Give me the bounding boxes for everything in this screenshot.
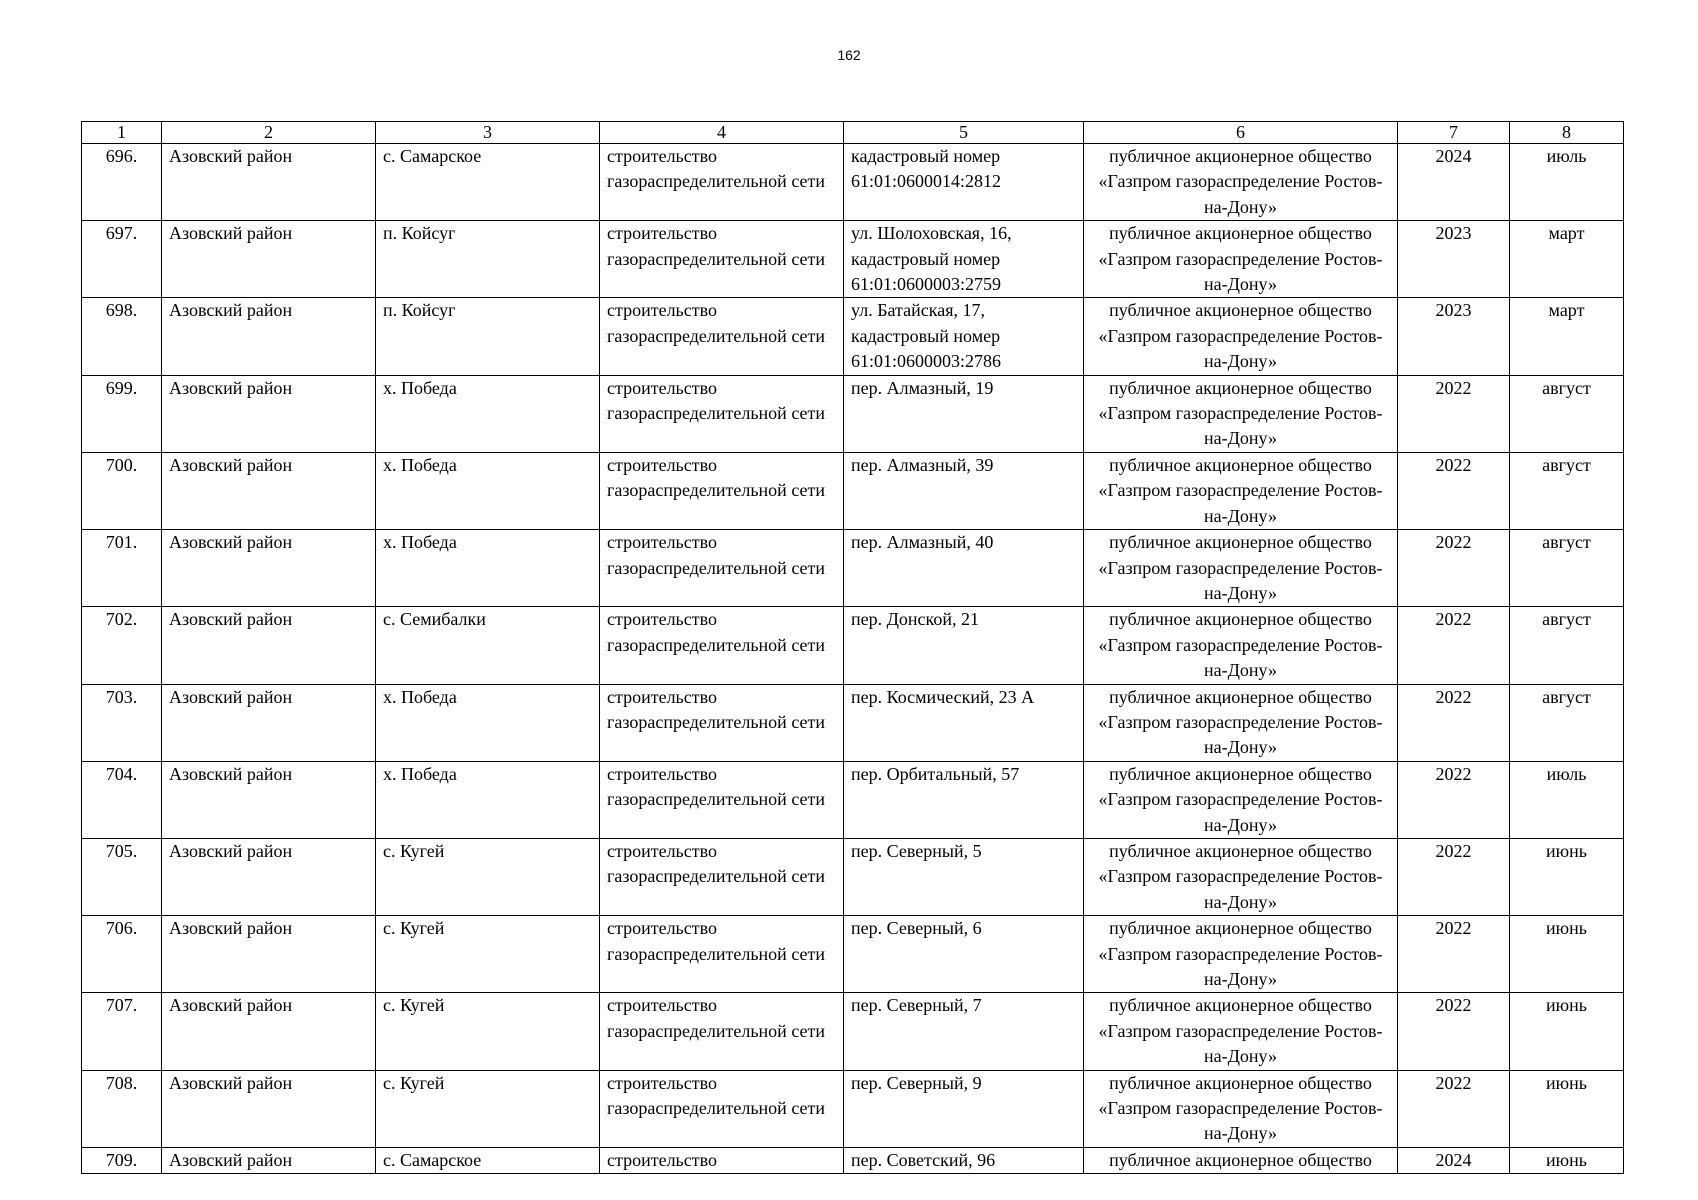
year-cell: 2022 (1398, 452, 1510, 529)
row-number-cell: 698. (82, 298, 162, 375)
locality-cell: с. Кугей (376, 993, 600, 1070)
year-cell: 2022 (1398, 993, 1510, 1070)
work-type-cell: строительство (600, 1147, 844, 1173)
organization-cell: публичное акционерное общество «Газпром газораспределение Ростов-на-Дону» (1084, 298, 1398, 375)
year-cell: 2022 (1398, 607, 1510, 684)
locality-cell: х. Победа (376, 684, 600, 761)
district-cell: Азовский район (162, 1070, 376, 1147)
table-row (82, 916, 1624, 993)
year-cell: 2022 (1398, 530, 1510, 607)
locality-cell: с. Семибалки (376, 607, 600, 684)
month-cell: август (1510, 452, 1624, 529)
address-cell: кадастровый номер 61:01:0600014:2812 (844, 144, 1084, 221)
table-row (82, 452, 1624, 529)
row-number-cell: 703. (82, 684, 162, 761)
organization-cell: публичное акционерное общество «Газпром газораспределение Ростов-на-Дону» (1084, 530, 1398, 607)
year-cell: 2022 (1398, 761, 1510, 838)
month-cell: август (1510, 530, 1624, 607)
address-cell: пер. Северный, 9 (844, 1070, 1084, 1147)
month-cell: июнь (1510, 993, 1624, 1070)
address-cell: пер. Советский, 96 (844, 1147, 1084, 1173)
organization-cell: публичное акционерное общество (1084, 1147, 1398, 1173)
table-row (82, 144, 1624, 221)
work-type-cell: строительство газораспределительной сети (600, 530, 844, 607)
table-row (82, 1070, 1624, 1147)
organization-cell: публичное акционерное общество «Газпром газораспределение Ростов-на-Дону» (1084, 607, 1398, 684)
year-cell: 2024 (1398, 1147, 1510, 1173)
month-cell: август (1510, 375, 1624, 452)
table-row (82, 530, 1624, 607)
month-cell: июнь (1510, 1147, 1624, 1173)
organization-cell: публичное акционерное общество «Газпром газораспределение Ростов-на-Дону» (1084, 838, 1398, 915)
organization-cell: публичное акционерное общество «Газпром газораспределение Ростов-на-Дону» (1084, 221, 1398, 298)
table-row (82, 298, 1624, 375)
organization-cell: публичное акционерное общество «Газпром газораспределение Ростов-на-Дону» (1084, 144, 1398, 221)
work-type-cell: строительство газораспределительной сети (600, 684, 844, 761)
table-row (82, 761, 1624, 838)
register-table (81, 121, 1624, 1174)
address-cell: пер. Орбитальный, 57 (844, 761, 1084, 838)
locality-cell: п. Койсуг (376, 298, 600, 375)
organization-cell: публичное акционерное общество «Газпром газораспределение Ростов-на-Дону» (1084, 452, 1398, 529)
district-cell: Азовский район (162, 530, 376, 607)
year-cell: 2022 (1398, 684, 1510, 761)
work-type-cell: строительство газораспределительной сети (600, 452, 844, 529)
district-cell: Азовский район (162, 144, 376, 221)
column-header: 8 (1510, 122, 1624, 144)
address-cell: пер. Северный, 7 (844, 993, 1084, 1070)
row-number-cell: 705. (82, 838, 162, 915)
table-row (82, 221, 1624, 298)
year-cell: 2022 (1398, 375, 1510, 452)
column-header: 1 (82, 122, 162, 144)
year-cell: 2022 (1398, 1070, 1510, 1147)
locality-cell: с. Кугей (376, 916, 600, 993)
row-number-cell: 707. (82, 993, 162, 1070)
table-body (82, 144, 1624, 1174)
column-header: 6 (1084, 122, 1398, 144)
district-cell: Азовский район (162, 452, 376, 529)
column-header: 2 (162, 122, 376, 144)
row-number-cell: 701. (82, 530, 162, 607)
address-cell: пер. Космический, 23 А (844, 684, 1084, 761)
work-type-cell: строительство газораспределительной сети (600, 993, 844, 1070)
organization-cell: публичное акционерное общество «Газпром газораспределение Ростов-на-Дону» (1084, 916, 1398, 993)
month-cell: август (1510, 607, 1624, 684)
month-cell: июль (1510, 761, 1624, 838)
year-cell: 2023 (1398, 298, 1510, 375)
locality-cell: п. Койсуг (376, 221, 600, 298)
organization-cell: публичное акционерное общество «Газпром газораспределение Ростов-на-Дону» (1084, 993, 1398, 1070)
table-row (82, 838, 1624, 915)
table-row (82, 607, 1624, 684)
work-type-cell: строительство газораспределительной сети (600, 761, 844, 838)
column-header: 4 (600, 122, 844, 144)
work-type-cell: строительство газораспределительной сети (600, 298, 844, 375)
row-number-cell: 699. (82, 375, 162, 452)
month-cell: июнь (1510, 916, 1624, 993)
table-row (82, 1147, 1624, 1173)
address-cell: пер. Алмазный, 39 (844, 452, 1084, 529)
organization-cell: публичное акционерное общество «Газпром газораспределение Ростов-на-Дону» (1084, 684, 1398, 761)
page-number: 162 (837, 47, 861, 63)
row-number-cell: 709. (82, 1147, 162, 1173)
work-type-cell: строительство газораспределительной сети (600, 1070, 844, 1147)
address-cell: пер. Северный, 6 (844, 916, 1084, 993)
header-row (82, 122, 1624, 144)
organization-cell: публичное акционерное общество «Газпром газораспределение Ростов-на-Дону» (1084, 375, 1398, 452)
work-type-cell: строительство газораспределительной сети (600, 375, 844, 452)
month-cell: август (1510, 684, 1624, 761)
month-cell: июнь (1510, 1070, 1624, 1147)
locality-cell: х. Победа (376, 375, 600, 452)
column-header: 7 (1398, 122, 1510, 144)
address-cell: ул. Батайская, 17, кадастровый номер 61:01:0600003:2786 (844, 298, 1084, 375)
column-header: 5 (844, 122, 1084, 144)
work-type-cell: строительство газораспределительной сети (600, 916, 844, 993)
district-cell: Азовский район (162, 761, 376, 838)
locality-cell: с. Самарское (376, 144, 600, 221)
address-cell: ул. Шолоховская, 16, кадастровый номер 61:01:0600003:2759 (844, 221, 1084, 298)
row-number-cell: 697. (82, 221, 162, 298)
locality-cell: с. Кугей (376, 838, 600, 915)
district-cell: Азовский район (162, 298, 376, 375)
district-cell: Азовский район (162, 916, 376, 993)
table-row (82, 684, 1624, 761)
row-number-cell: 708. (82, 1070, 162, 1147)
row-number-cell: 696. (82, 144, 162, 221)
table-row (82, 993, 1624, 1070)
row-number-cell: 706. (82, 916, 162, 993)
row-number-cell: 700. (82, 452, 162, 529)
district-cell: Азовский район (162, 838, 376, 915)
year-cell: 2022 (1398, 838, 1510, 915)
row-number-cell: 704. (82, 761, 162, 838)
district-cell: Азовский район (162, 684, 376, 761)
work-type-cell: строительство газораспределительной сети (600, 144, 844, 221)
address-cell: пер. Северный, 5 (844, 838, 1084, 915)
district-cell: Азовский район (162, 221, 376, 298)
year-cell: 2023 (1398, 221, 1510, 298)
address-cell: пер. Алмазный, 19 (844, 375, 1084, 452)
locality-cell: х. Победа (376, 452, 600, 529)
column-header: 3 (376, 122, 600, 144)
address-cell: пер. Донской, 21 (844, 607, 1084, 684)
locality-cell: с. Самарское (376, 1147, 600, 1173)
district-cell: Азовский район (162, 1147, 376, 1173)
locality-cell: с. Кугей (376, 1070, 600, 1147)
year-cell: 2024 (1398, 144, 1510, 221)
month-cell: март (1510, 221, 1624, 298)
month-cell: март (1510, 298, 1624, 375)
district-cell: Азовский район (162, 607, 376, 684)
month-cell: июнь (1510, 838, 1624, 915)
district-cell: Азовский район (162, 993, 376, 1070)
organization-cell: публичное акционерное общество «Газпром газораспределение Ростов-на-Дону» (1084, 1070, 1398, 1147)
work-type-cell: строительство газораспределительной сети (600, 221, 844, 298)
row-number-cell: 702. (82, 607, 162, 684)
work-type-cell: строительство газораспределительной сети (600, 838, 844, 915)
table-row (82, 375, 1624, 452)
month-cell: июль (1510, 144, 1624, 221)
locality-cell: х. Победа (376, 761, 600, 838)
organization-cell: публичное акционерное общество «Газпром газораспределение Ростов-на-Дону» (1084, 761, 1398, 838)
year-cell: 2022 (1398, 916, 1510, 993)
work-type-cell: строительство газораспределительной сети (600, 607, 844, 684)
district-cell: Азовский район (162, 375, 376, 452)
address-cell: пер. Алмазный, 40 (844, 530, 1084, 607)
locality-cell: х. Победа (376, 530, 600, 607)
